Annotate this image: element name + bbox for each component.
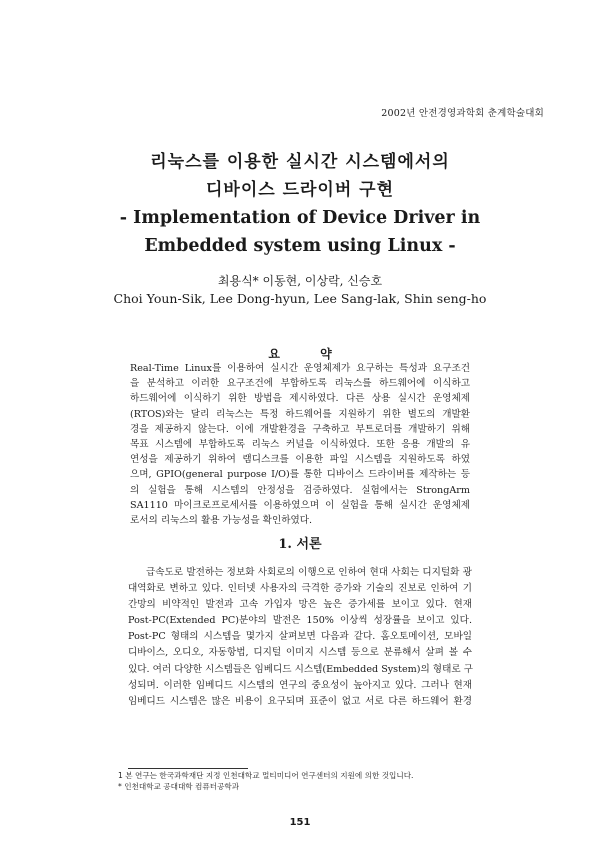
title-english-line-1: - Implementation of Device Driver in [119, 208, 481, 228]
abstract-heading: 요 약 [268, 347, 350, 361]
footnotes [118, 770, 413, 792]
body-line: 있다. 여러 다양한 시스템들은 임베디드 시스템(Embedded System)의 형태로 구 [128, 663, 473, 675]
authors-english: Choi Youn-Sik, Lee Dong-hyun, Lee Sang-lak, Shin seng-ho [113, 291, 487, 306]
title-english-line-2: Embedded system using Linux - [144, 236, 456, 256]
abstract-line: SA1110 마이크로프로세서를 이용하였으며 이 실험을 통해 실시간 운영체제 [130, 499, 470, 511]
title-block [0, 148, 600, 260]
authors-korean: 최용식* 이동현, 이상락, 신승호 [217, 274, 383, 288]
footnote-funding: 1 본 연구는 한국과학재단 지정 인천대학교 멀티미디어 연구센터의 지원에 의한 것입니다. [118, 771, 414, 780]
section-1-body [128, 565, 472, 710]
body-line: 간망의 비약적인 발전과 고속 가입자 망은 높은 증가세를 보이고 있다. 현재 [128, 599, 472, 611]
footnote-divider [128, 768, 248, 769]
body-line: Post-PC(Extended PC)분야의 발전은 150% 이상씩 성장률을 보이고 있다. [128, 615, 472, 627]
body-line: Post-PC 형태의 시스템을 몇가지 살펴보면 다음과 같다. 홈오토메이션, 모바일 [128, 631, 472, 643]
abstract-line: 의 실험을 통해 시스템의 안정성을 검증하였다. 실험에서는 StrongArm [130, 484, 470, 496]
title-korean-line-1: 리눅스를 이용한 실시간 시스템에서의 [150, 152, 450, 172]
body-line: 급속도로 발전하는 정보화 사회로의 이행으로 인하여 현대 사회는 디지털화 광 [146, 567, 472, 578]
body-line: 성되며. 이러한 임베디드 시스템의 연구의 중요성이 높아지고 있다. 그러나 현재 [128, 679, 472, 691]
conference-header: 2002년 안전경영과학회 춘계학술대회 [381, 108, 544, 119]
body-line: 임베디드 시스템은 많은 비용이 요구되며 표준이 없고 서로 다른 하드웨어 환경 [128, 695, 472, 707]
abstract-line: Real-Time Linux를 이용하여 실시간 운영체제가 요구하는 특성과 요구조건 [130, 363, 470, 374]
abstract-line: (RTOS)와는 달리 리눅스는 특정 하드웨어를 지원하기 위한 별도의 개발환 [130, 408, 470, 420]
abstract-line: 목표 시스템에 부합하도록 리눅스 커널을 이식하였다. 또한 응용 개발의 유 [130, 439, 470, 451]
body-line: 디바이스, 오디오, 자동항법, 디지털 이미지 시스템 등으로 분류해서 살펴 볼 수 [128, 647, 472, 659]
page-number: 151 [289, 817, 311, 828]
abstract-line: 로서의 리눅스의 활용 가능성을 확인하였다. [130, 515, 313, 527]
title-korean-line-2: 디바이스 드라이버 구현 [205, 180, 395, 200]
footnote-affiliation: * 인천대학교 공대대학 컴퓨터공학과 [118, 782, 240, 791]
abstract-body [130, 361, 470, 528]
abstract-line: 하드웨어에 이식하기 위한 방법을 제시하였다. 다른 상용 실시간 운영체제 [130, 393, 470, 405]
abstract-line: 을 분석하고 이러한 요구조건에 부합하도록 리눅스를 하드웨어에 이식하고 [130, 378, 470, 390]
abstract-line: 으며, GPIO(general purpose I/O)를 통한 디바이스 드라이버를 제작하는 등 [130, 469, 470, 481]
abstract-line: 연성을 제공하기 위하여 램디스크를 이용한 파일 시스템을 지원하도록 하였 [130, 454, 470, 466]
abstract-line: 경을 제공하지 않는다. 이에 개발환경을 구축하고 부트로더를 개발하기 위해 [130, 423, 470, 435]
section-1-heading: 1. 서론 [278, 537, 322, 552]
body-line: 대역화로 변하고 있다. 인터넷 사용자의 극격한 증가와 기술의 진보로 인하여 기 [128, 583, 472, 595]
